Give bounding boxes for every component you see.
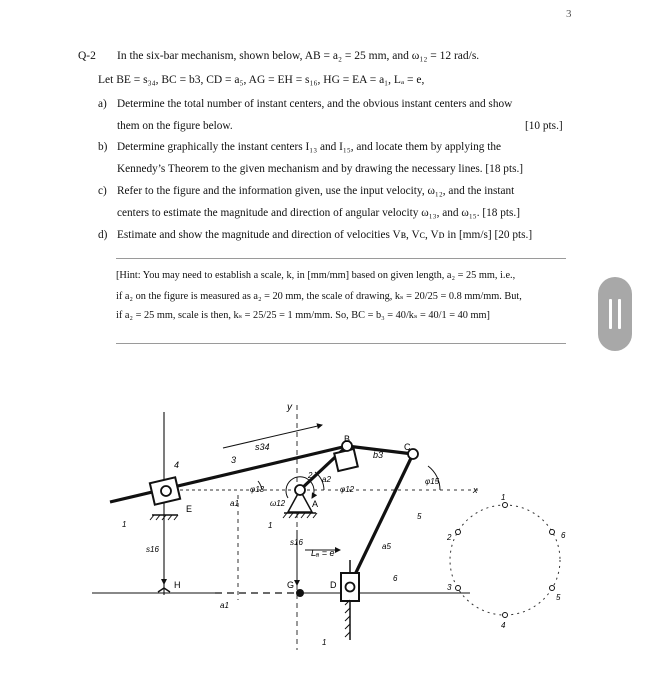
item-a-points: [10 pts.] — [525, 120, 563, 132]
slider-block-b — [334, 449, 358, 471]
item-b-label: b) — [98, 141, 108, 153]
instant-center-circle — [450, 505, 560, 615]
label-s34: s34 — [255, 442, 270, 452]
label-d: D — [330, 580, 337, 590]
label-x: x — [473, 485, 478, 495]
label-phi13: φ13 — [250, 485, 265, 494]
label-b: B — [344, 434, 351, 444]
label-link-1b: 1 — [268, 521, 273, 530]
circle-point-3 — [456, 586, 461, 591]
label-a: A — [312, 499, 319, 509]
label-a1-top: a1 — [230, 499, 239, 508]
label-h: H — [174, 580, 181, 590]
label-link-4: 4 — [174, 460, 180, 470]
page-number: 3 — [566, 8, 572, 20]
label-a5: a5 — [382, 542, 391, 551]
label-c: C — [404, 442, 411, 452]
question-definitions: Let BE = s₃₄, BC = b3, CD = a₅, AG = EH = s₁₆, HG = EA = a₁, Lₐ = e, — [98, 74, 425, 86]
hint-line1: [Hint: You may need to establish a scale, k, in [mm/mm] based on given length, a₂ = 25 mm, i.e., — [116, 270, 516, 281]
item-c-line2: centers to estimate the magnitude and direction of angular velocity ω₁₃, and ω₁₅. [18 pts.] — [117, 207, 520, 219]
label-phi12: φ12 — [340, 485, 355, 494]
label-s16-mid: s16 — [290, 538, 303, 547]
pin-g — [296, 589, 304, 597]
label-g: G — [287, 580, 295, 590]
question-label: Q-2 — [78, 50, 96, 62]
label-y: y — [287, 402, 292, 413]
hint-line3: if a₂ = 25 mm, scale is then, kₛ = 25/25 = 1 mm/mm. So, BC = b₃ = 40/kₛ = 40/1 = 40 mm] — [116, 310, 490, 321]
label-link-1c: 1 — [322, 638, 327, 647]
item-c-label: c) — [98, 185, 107, 197]
circle-point-6 — [550, 530, 555, 535]
label-phi15: φ15 — [425, 477, 440, 486]
label-link-1a: 1 — [122, 520, 127, 529]
circle-point-2 — [456, 530, 461, 535]
link-cd — [350, 454, 413, 585]
item-a-label: a) — [98, 98, 107, 110]
pin-a — [295, 485, 305, 495]
item-a-line1: Determine the total number of instant centers, and the obvious instant centers and show — [117, 98, 513, 110]
circle-label-1: 1 — [501, 493, 506, 502]
label-link-2: 2 — [308, 471, 313, 480]
label-link-5: 5 — [417, 512, 422, 521]
label-e: E — [186, 504, 193, 514]
question-intro: In the six-bar mechanism, shown below, AB = a₂ = 25 mm, and ω₁₂ = 12 rad/s. — [117, 50, 480, 62]
label-omega12: ω12 — [270, 499, 286, 508]
label-b3: b3 — [373, 450, 384, 460]
item-a-line2: them on the figure below. — [117, 120, 233, 132]
item-b-line2: Kennedy’s Theorem to the given mechanism and by drawing the necessary lines. [18 pts.] — [117, 163, 524, 175]
circle-label-4: 4 — [501, 621, 506, 630]
circle-point-1 — [503, 503, 508, 508]
s34-arrow — [223, 425, 322, 448]
circle-point-5 — [550, 586, 555, 591]
label-a2: a2 — [322, 475, 331, 484]
item-c-line1: Refer to the figure and the information given, use the input velocity, ω₁₂, and the instant — [117, 185, 515, 197]
item-b-line1: Determine graphically the instant centers I₁₃ and I₁₅, and locate them by applying the — [117, 141, 502, 153]
item-d-line1: Estimate and show the magnitude and direction of velocities Vʙ, Vᴄ, Vᴅ in [mm/s] [20 pts.] — [117, 229, 533, 241]
circle-point-4 — [503, 613, 508, 618]
label-link-3: 3 — [231, 455, 237, 465]
label-la: Lₐ = e — [311, 548, 335, 558]
label-link-6: 6 — [393, 574, 398, 583]
circle-label-6: 6 — [561, 531, 566, 540]
label-a1-bottom: a1 — [220, 601, 229, 610]
pin-e — [161, 486, 171, 496]
label-s16-left: s16 — [146, 545, 159, 554]
circle-label-5: 5 — [556, 593, 561, 602]
hint-line2: if a₂ on the figure is measured as a₂ = 20 mm, the scale of drawing, kₛ = 20/25 = 0.8 mm/mm. But, — [116, 291, 522, 302]
item-d-label: d) — [98, 229, 108, 241]
circle-label-3: 3 — [447, 583, 452, 592]
pin-d — [346, 583, 355, 592]
circle-label-2: 2 — [447, 533, 452, 542]
